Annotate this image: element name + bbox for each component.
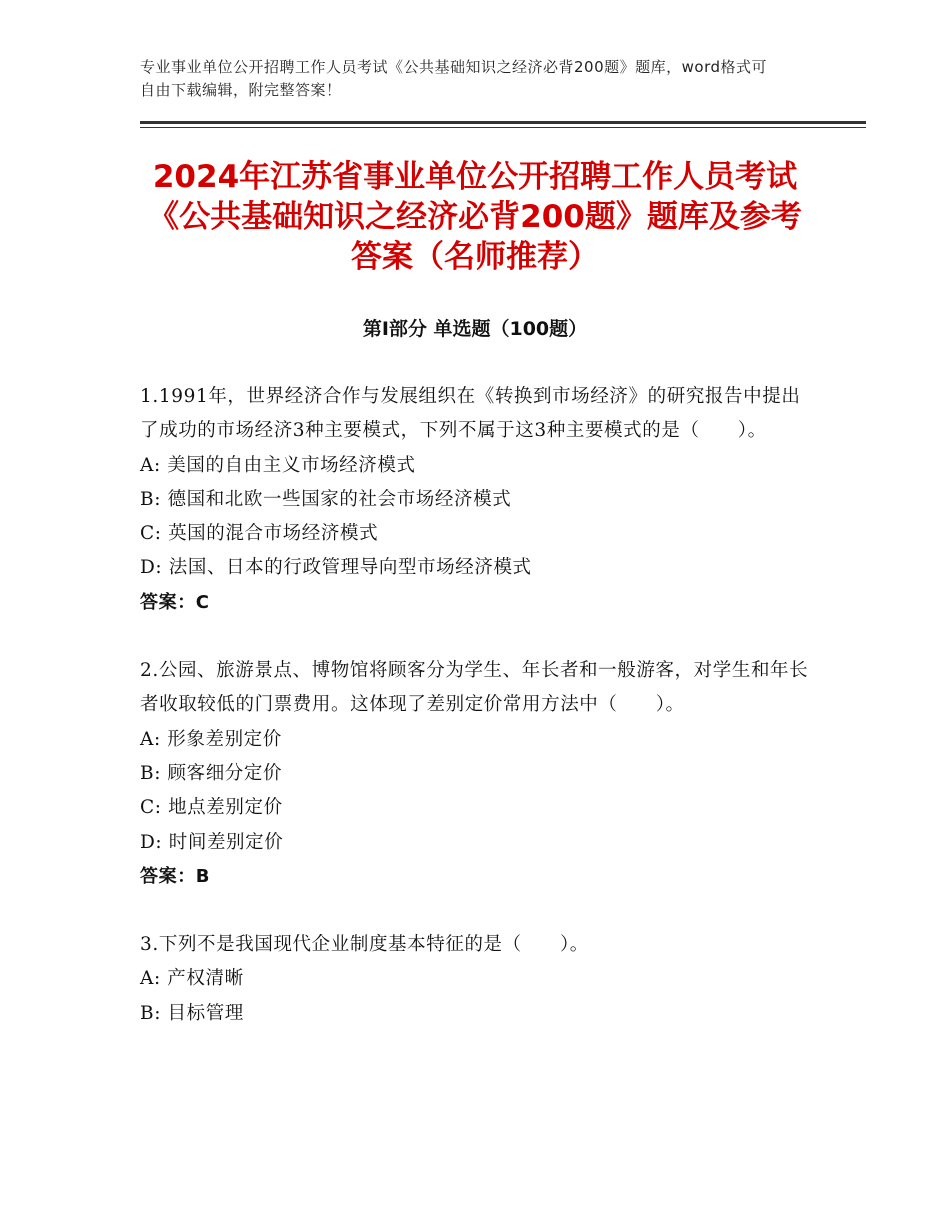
option-a: A: 形象差别定价	[140, 728, 282, 750]
question-spacer	[140, 620, 810, 654]
header-rule-thick	[140, 121, 866, 124]
question-stem: 2.公园、旅游景点、博物馆将顾客分为学生、年长者和一般游客，对学生和年长者收取较低的门票费用。这体现了差别定价常用方法中（ ）。	[140, 660, 809, 716]
question-list	[140, 380, 810, 1031]
option-b: B: 顾客细分定价	[140, 762, 283, 784]
option-a: A: 产权清晰	[140, 968, 244, 990]
option-b: B: 德国和北欧一些国家的社会市场经济模式	[140, 488, 512, 510]
section-title: 第Ⅰ部分 单选题（100题）	[362, 318, 588, 340]
question-2	[140, 654, 810, 894]
question-1	[140, 380, 810, 620]
question-stem: 1.1991年，世界经济合作与发展组织在《转换到市场经济》的研究报告中提出了成功的市场经济3种主要模式，下列不属于这3种主要模式的是（ ）。	[140, 386, 801, 442]
option-b: B: 目标管理	[140, 1002, 244, 1024]
question-3	[140, 928, 810, 1031]
option-d: D: 法国、日本的行政管理导向型市场经济模式	[140, 557, 532, 579]
question-stem: 3.下列不是我国现代企业制度基本特征的是（ ）。	[140, 934, 589, 956]
option-c: C: 英国的混合市场经济模式	[140, 523, 379, 545]
document-title: 2024年江苏省事业单位公开招聘工作人员考试《公共基础知识之经济必背200题》题库及参考答案（名师推荐）	[148, 159, 802, 275]
option-c: C: 地点差别定价	[140, 797, 283, 819]
header-note: 专业事业单位公开招聘工作人员考试《公共基础知识之经济必背200题》题库，word格式可自由下载编辑，附完整答案！	[140, 58, 768, 99]
header-rule-thin	[140, 127, 866, 128]
answer-label: 答案：C	[140, 591, 210, 613]
question-spacer	[140, 894, 810, 928]
option-a: A: 美国的自由主义市场经济模式	[140, 454, 416, 476]
option-d: D: 时间差别定价	[140, 831, 284, 853]
answer-label: 答案：B	[140, 865, 211, 887]
